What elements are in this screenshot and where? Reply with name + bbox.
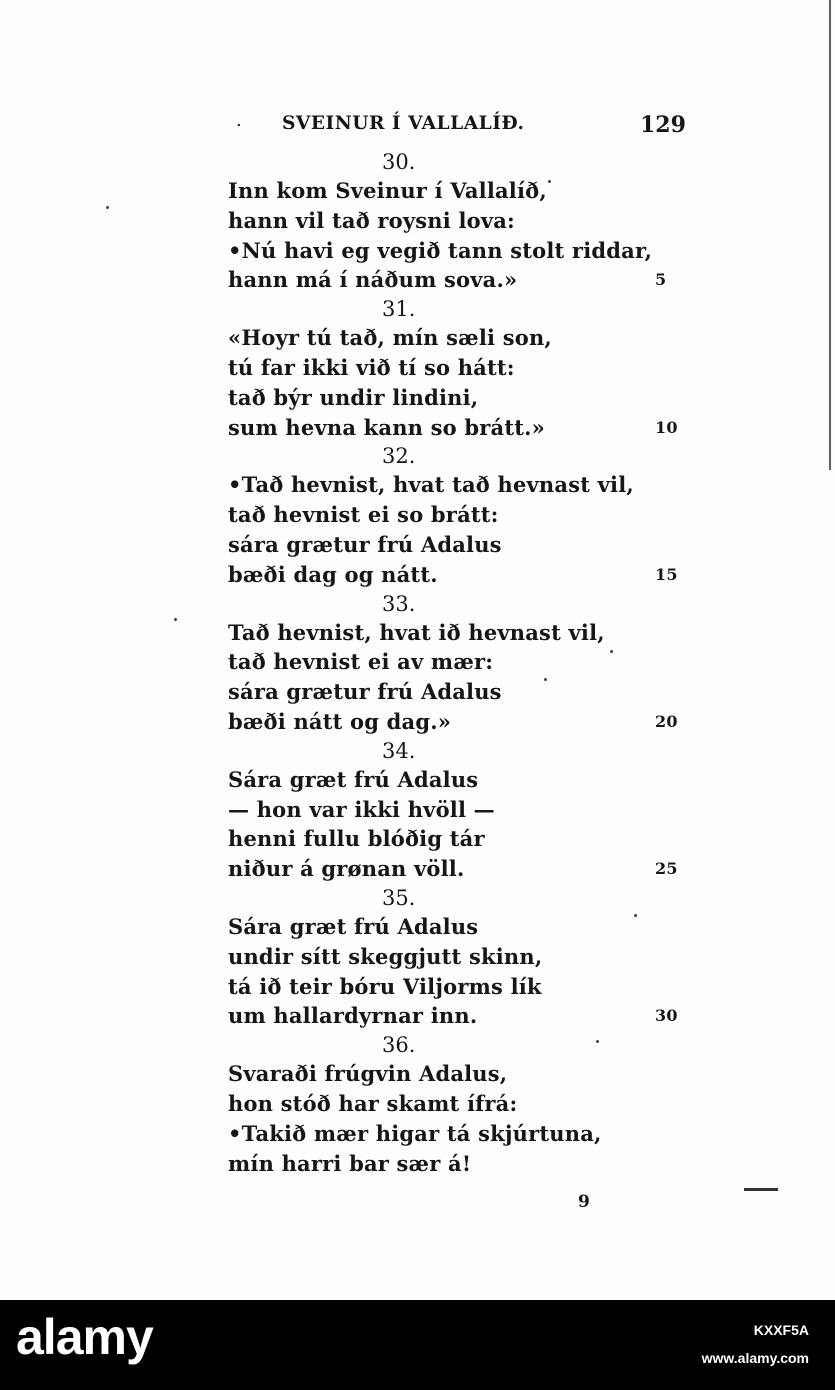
verse-text: sum hevna kann so brátt.» <box>228 414 545 440</box>
ink-speck <box>548 180 551 183</box>
verse-line <box>228 972 688 1002</box>
verse-line <box>228 912 688 942</box>
verse-line <box>228 413 688 443</box>
verse-text: bæði dag og nátt. <box>228 561 438 587</box>
verse-line <box>228 323 688 353</box>
line-number: 5 <box>655 270 667 290</box>
brand-logo: alamy <box>16 1309 153 1365</box>
ink-speck <box>610 650 613 653</box>
verse-line <box>228 824 688 854</box>
signature-mark: 9 <box>578 1192 590 1212</box>
verse-text: niður á grønan völl. <box>228 856 465 882</box>
ink-speck <box>174 618 177 621</box>
verse-text: tað hevnist ei av mær: <box>228 649 494 675</box>
verse-text: •Tað hevnist, hvat tað hevnast vil, <box>228 472 634 498</box>
margin-dash <box>744 1188 778 1191</box>
verse-text: Tað hevnist, hvat ið hevnast vil, <box>228 619 605 645</box>
page-edge-rule <box>829 0 831 470</box>
stanza-number: 32. <box>382 444 416 469</box>
verse-line <box>228 1119 688 1149</box>
verse-line <box>228 942 688 972</box>
verse-line <box>228 707 688 737</box>
verse-text: Svaraði frúgvin Adalus, <box>228 1061 508 1087</box>
stanza-number: 31. <box>382 297 416 322</box>
ink-speck <box>544 678 547 681</box>
verse-text: hann vil tað roysni lova: <box>228 207 516 233</box>
poem-text <box>228 148 688 1178</box>
ink-speck <box>634 914 637 917</box>
page-number: 129 <box>640 112 686 138</box>
running-title: SVEINUR Í VALLALÍÐ. <box>282 112 525 134</box>
verse-line <box>228 470 688 500</box>
verse-text: um hallardyrnar inn. <box>228 1003 478 1029</box>
verse-line <box>228 236 688 266</box>
verse-line <box>228 647 688 677</box>
verse-text: sára grætur frú Adalus <box>228 679 502 705</box>
stanza-number: 34. <box>382 738 416 763</box>
verse-text: «Hoyr tú tað, mín sæli son, <box>228 325 552 351</box>
verse-text: undir sítt skeggjutt skinn, <box>228 943 543 969</box>
verse-line <box>228 383 688 413</box>
verse-text: hon stóð har skamt ífrá: <box>228 1090 518 1116</box>
verse-line <box>228 265 688 295</box>
verse-text: bæði nátt og dag.» <box>228 708 452 734</box>
image-id: KXXF5A <box>753 1322 809 1338</box>
stanza-number: 36. <box>382 1033 416 1058</box>
verse-text: •Nú havi eg vegið tann stolt riddar, <box>228 237 653 263</box>
verse-line <box>228 560 688 590</box>
stanza-number: 30. <box>382 150 416 174</box>
verse-text: tá ið teir bóru Viljorms lík <box>228 973 542 999</box>
verse-text: mín harri bar sær á! <box>228 1150 472 1176</box>
verse-line <box>228 795 688 825</box>
verse-text: Inn kom Sveinur í Vallalíð, <box>228 178 547 203</box>
verse-line <box>228 677 688 707</box>
verse-text: Sára græt frú Adalus <box>228 766 479 792</box>
verse-line <box>228 500 688 530</box>
stanza-number: 33. <box>382 591 416 616</box>
verse-line <box>228 1001 688 1031</box>
verse-line <box>228 176 688 206</box>
verse-text: hann má í náðum sova.» <box>228 267 518 293</box>
verse-text: tað býr undir lindini, <box>228 384 479 410</box>
verse-text: — hon var ikki hvöll — <box>228 796 495 822</box>
verse-text: •Takið mær higar tá skjúrtuna, <box>228 1120 602 1146</box>
verse-text: henni fullu blóðig tár <box>228 826 485 852</box>
verse-line <box>228 353 688 383</box>
ink-speck <box>596 1040 599 1043</box>
line-number: 25 <box>655 859 678 879</box>
verse-line <box>228 765 688 795</box>
verse-line <box>228 618 688 648</box>
line-number: 20 <box>655 711 678 731</box>
header-dot: . <box>236 110 242 131</box>
line-number: 30 <box>655 1006 678 1026</box>
verse-line <box>228 1059 688 1089</box>
running-header <box>0 108 835 138</box>
ink-speck <box>106 206 109 209</box>
verse-line <box>228 1089 688 1119</box>
verse-line <box>228 1149 688 1179</box>
stanza-number: 35. <box>382 885 416 910</box>
verse-line <box>228 530 688 560</box>
verse-line <box>228 854 688 884</box>
verse-text: sára grætur frú Adalus <box>228 531 502 557</box>
verse-text: Sára græt frú Adalus <box>228 913 479 939</box>
site-url: www.alamy.com <box>701 1350 809 1366</box>
line-number: 15 <box>655 564 678 584</box>
line-number: 10 <box>655 417 678 437</box>
verse-text: tað hevnist ei so brátt: <box>228 502 499 528</box>
verse-text: tú far ikki við tí so hátt: <box>228 354 515 380</box>
verse-line <box>228 206 688 236</box>
watermark-banner <box>0 1300 835 1390</box>
